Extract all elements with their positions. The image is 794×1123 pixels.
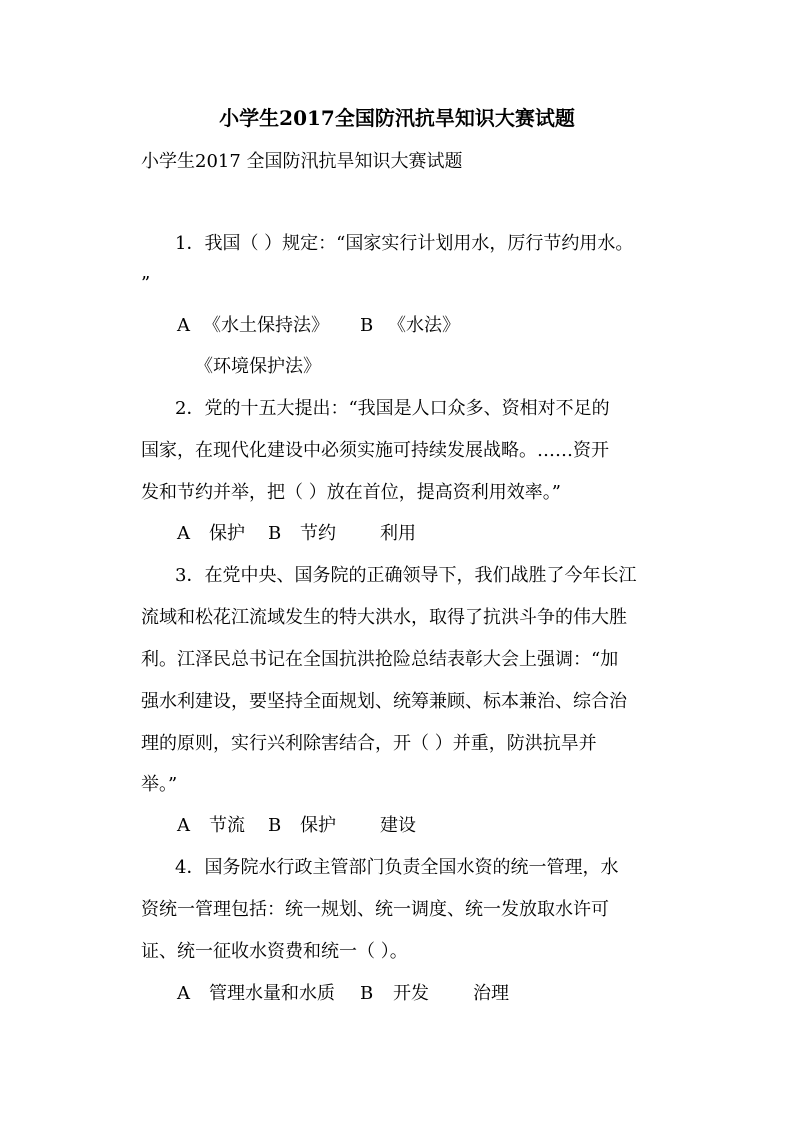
question-2-options bbox=[0, 522, 794, 546]
question-4-option-a-text: 管理水量和水质 bbox=[209, 983, 335, 1004]
question-4-options bbox=[0, 982, 794, 1006]
question-2-line-1: 2．党的十五大提出：“我国是人口众多、资相对不足的 bbox=[175, 398, 610, 419]
question-4-option-c-text: 治理 bbox=[473, 983, 509, 1004]
question-1-line-2: ” bbox=[141, 273, 151, 294]
question-3-line-3: 利。江泽民总书记在全国抗洪抢险总结表彰大会上强调：“加 bbox=[141, 649, 619, 670]
question-2-option-c-text: 利用 bbox=[380, 523, 416, 544]
question-1-option-a-text: 《水土保持法》 bbox=[203, 315, 329, 336]
question-3-line-5: 理的原则，实行兴利除害结合，开（ ）并重，防洪抗旱并 bbox=[141, 733, 597, 754]
question-2-line-3: 发和节约并举，把（ ）放在首位，提高资利用效率。” bbox=[141, 482, 561, 503]
question-1-options bbox=[0, 314, 794, 338]
question-3-option-c-text: 建设 bbox=[380, 815, 416, 836]
question-1-option-b-letter: B bbox=[360, 315, 374, 336]
question-3-line-6: 举。” bbox=[141, 774, 178, 795]
question-2-line-2: 国家，在现代化建设中必须实施可持续发展战略。……资开 bbox=[141, 440, 609, 461]
question-2-option-b-letter: B bbox=[268, 523, 282, 544]
question-2-option-a-letter: A bbox=[177, 523, 190, 544]
question-3-option-a-text: 节流 bbox=[209, 815, 245, 836]
question-3-option-a-letter: A bbox=[177, 815, 190, 836]
question-1-option-b-text: 《水法》 bbox=[388, 315, 460, 336]
question-3-line-2: 流域和松花江流域发生的特大洪水，取得了抗洪斗争的伟大胜 bbox=[141, 607, 627, 628]
question-4-line-2: 资统一管理包括：统一规划、统一调度、统一发放取水许可 bbox=[141, 899, 609, 920]
question-4-option-b-text: 开发 bbox=[393, 983, 429, 1004]
question-4-line-3: 证、统一征收水资费和统一（ ）。 bbox=[141, 941, 408, 962]
question-1-option-a-letter: A bbox=[177, 315, 190, 336]
question-3-line-4: 强水利建设，要坚持全面规划、统筹兼顾、标本兼治、综合治 bbox=[141, 691, 627, 712]
question-3-options bbox=[0, 814, 794, 838]
question-4-option-a-letter: A bbox=[177, 983, 190, 1004]
question-4-option-b-letter: B bbox=[360, 983, 374, 1004]
question-3-line-1: 3．在党中央、国务院的正确领导下，我们战胜了今年长江 bbox=[175, 565, 637, 586]
question-2-option-b-text: 节约 bbox=[300, 523, 336, 544]
question-4-line-1: 4．国务院水行政主管部门负责全国水资的统一管理，水 bbox=[175, 857, 619, 878]
question-1-option-c-text: 《环境保护法》 bbox=[195, 356, 321, 377]
document-title: 小学生2017全国防汛抗旱知识大赛试题 bbox=[219, 106, 575, 130]
question-1-line-1: 1．我国（ ）规定：“国家实行计划用水，厉行节约用水。 bbox=[175, 233, 634, 254]
document-subtitle: 小学生2017 全国防汛抗旱知识大赛试题 bbox=[141, 151, 463, 172]
question-3-option-b-text: 保护 bbox=[300, 815, 336, 836]
question-2-option-a-text: 保护 bbox=[209, 523, 245, 544]
question-3-option-b-letter: B bbox=[268, 815, 282, 836]
